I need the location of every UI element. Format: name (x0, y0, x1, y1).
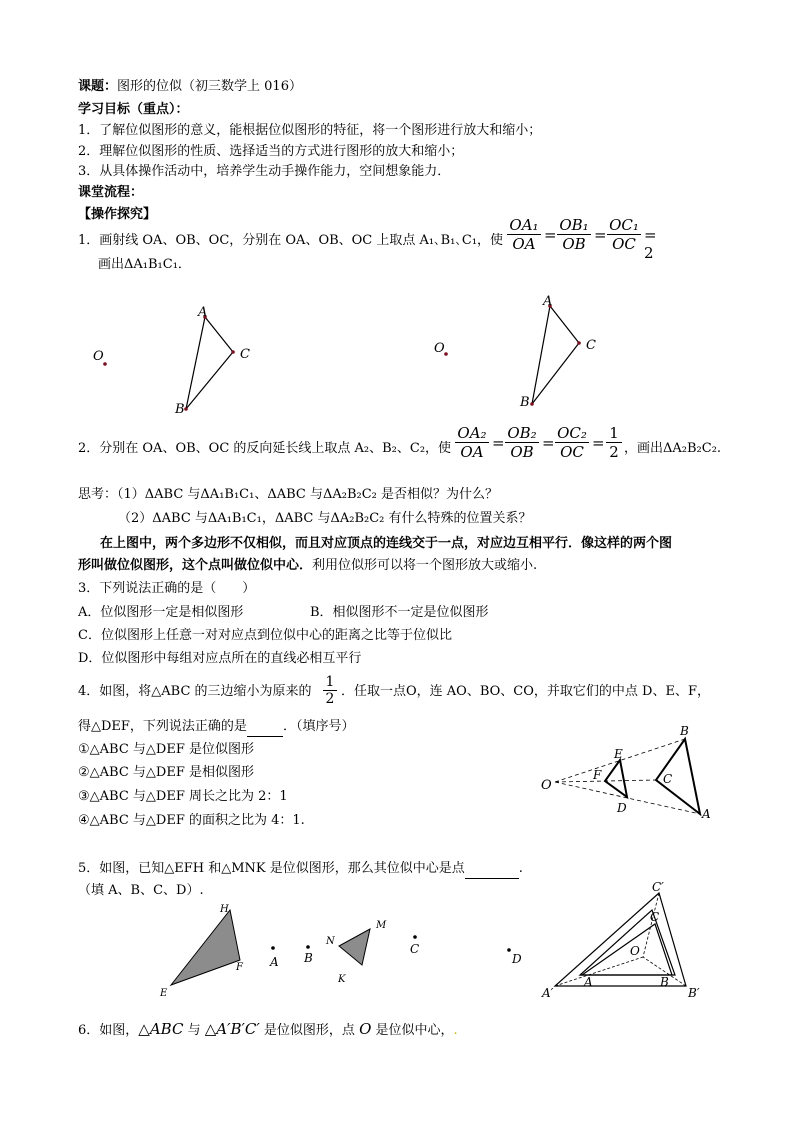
label-b-right: B (520, 395, 530, 410)
q5-label-cp: C′ (652, 880, 664, 894)
q2-frac-2: $\frac{\text{OB₂}}{OB}$ (505, 424, 539, 461)
q5-label-e: E (160, 988, 168, 999)
point-o-left (103, 362, 107, 366)
q4-label-d: D (617, 801, 627, 815)
q5-label-k: K (338, 974, 346, 985)
q6-tri1: △ABC (138, 1020, 184, 1038)
figure-q5-left (159, 904, 522, 999)
q6-point: O (359, 1020, 372, 1038)
q4-part1: 4．如图，将△ABC 的三边缩小为原来的 (78, 684, 312, 699)
explore-heading: 【操作探究】 (78, 207, 157, 222)
q3-stem: 3．下列说法正确的是（ ） (78, 581, 256, 596)
q5-label-h: H (220, 904, 229, 915)
figure-1-right (434, 294, 596, 410)
q4-item-1: ①△ABC 与△DEF 是位似图形 (78, 742, 254, 757)
label-b-left: B (175, 402, 185, 417)
q3-option-c: C．位似图形上任意一对对应点到位似中心的距离之比等于位似比 (78, 628, 452, 643)
q2-frac-3: $\frac{\text{OC₂}}{OC}$ (555, 424, 589, 461)
q4-label-f: F (593, 768, 602, 782)
q4-line2: 得△DEF，下列说法正确的是 ．（填序号） (78, 718, 354, 737)
q2-frac-4: $\frac{1}{2}$ (606, 424, 622, 461)
q4-item-2: ②△ABC 与△DEF 是相似图形 (78, 765, 254, 780)
q1-frac-3: $\frac{\text{OC₁}}{OC}$ (607, 216, 641, 253)
q1-frac-2: $\frac{\text{OB₁}}{OB}$ (557, 216, 591, 253)
q4-item-4: ④△ABC 与△DEF 的面积之比为 4：1. (78, 813, 305, 828)
q3-option-b: B．相似图形不一定是位似图形 (310, 605, 489, 620)
q1-equals: = 2 (644, 226, 657, 262)
q3-option-d: D．位似图形中每组对应点所在的直线必相互平行 (78, 651, 362, 666)
q1-line2: 画出ΔA₁B₁C₁． (98, 257, 191, 272)
q5-label-n: N (326, 936, 335, 947)
q6-tri2: △A′B′C′ (204, 1020, 260, 1038)
q5-line2: （填 A、B、C、D）. (78, 883, 204, 898)
q5-label-m: M (376, 920, 387, 931)
q5-label-c2: C (650, 910, 660, 924)
q4-part2: ．任取一点O，连 AO、BO、CO，并取它们的中点 D、E、F， (341, 684, 710, 699)
label-o-right: O (434, 341, 445, 356)
q2-frac-1: $\frac{\text{OA₂}}{OA}$ (455, 424, 489, 461)
q4-label-a: A (702, 807, 711, 821)
goal-item-3: 3．从具体操作活动中，培养学生动手操作能力，空间想象能力． (78, 164, 451, 179)
figure-1-left (93, 305, 250, 417)
label-a-right: A (543, 294, 553, 309)
definition-line1: 在上图中，两个多边形不仅相似，而且对应顶点的连线交于一点，对应边互相平行．像这样的两个图 (100, 536, 673, 551)
label-c-right: C (586, 338, 596, 353)
topic-text: 图形的位似（初三数学上 016） (117, 79, 302, 94)
point-o-right (444, 352, 448, 356)
q5-label-ap: A′ (542, 986, 554, 1000)
think-line2: （2）ΔABC 与ΔA₁B₁C₁，ΔABC 与ΔA₂B₂C₂ 有什么特殊的位置关系？ (118, 511, 532, 526)
q2-text: 2．分别在 OA、OB、OC 的反向延长线上取点 A₂、B₂、C₂，使 (78, 441, 452, 456)
label-o-left: O (93, 349, 104, 364)
q4-fraction: $\frac{1}{2}$ (323, 674, 337, 707)
q2-tail: ，画出ΔA₂B₂C₂. (624, 441, 722, 456)
label-a-left: A (198, 305, 208, 320)
q5-point-c: C (410, 942, 420, 956)
q5-line1: 5．如图，已知△EFH 和△MNK 是位似图形，那么其位似中心是点 . (78, 860, 523, 879)
q6-line: 6．如图，△ABC 与 △A′B′C′ 是位似图形，点 O 是位似中心，. (78, 1020, 458, 1038)
flow-heading: 课堂流程： (78, 185, 144, 200)
q4-label-o: O (541, 778, 552, 793)
q5-label-b2: B (660, 975, 669, 989)
q4-label-b: B (680, 724, 689, 738)
q5-label-bp: B′ (688, 986, 700, 1000)
q4-label-e: E (614, 747, 623, 761)
q1-frac-1: $\frac{\text{OA₁}}{OA}$ (507, 216, 541, 253)
q4-label-c: C (663, 772, 673, 786)
figure-q4 (541, 724, 711, 821)
q5-label-a2: A (584, 975, 593, 989)
q3-option-a: A．位似图形一定是相似图形 (78, 605, 244, 620)
q1-text: 1．画射线 OA、OB、OC，分别在 OA、OB、OC 上取点 A₁､B₁､C₁，使 (78, 233, 504, 248)
goals-heading: 学习目标（重点）： (78, 102, 189, 117)
definition-line2: 形叫做位似图形，这个点叫做位似中心．利用位似形可以将一个图形放大或缩小. (78, 558, 538, 573)
label-c-left: C (240, 347, 250, 362)
figure-q5-right (541, 880, 700, 1000)
think-line1: 思考：（1）ΔABC 与ΔA₁B₁C₁、ΔABC 与ΔA₂B₂C₂ 是否相似？为什么？ (78, 487, 499, 502)
q5-point-d: D (512, 952, 522, 966)
topic-label: 课题： (78, 79, 118, 94)
goal-item-2: 2．理解位似图形的性质、选择适当的方式进行图形的放大和缩小； (78, 144, 464, 159)
q5-point-b: B (304, 951, 313, 965)
q5-label-o2: O (630, 944, 640, 958)
goal-item-1: 1．了解位似图形的意义，能根据位似图形的特征，将一个图形进行放大和缩小； (78, 123, 542, 138)
q4-item-3: ③△ABC 与△DEF 周长之比为 2：1 (78, 789, 288, 804)
q5-label-f: F (236, 962, 243, 973)
q5-point-a: A (270, 955, 279, 969)
